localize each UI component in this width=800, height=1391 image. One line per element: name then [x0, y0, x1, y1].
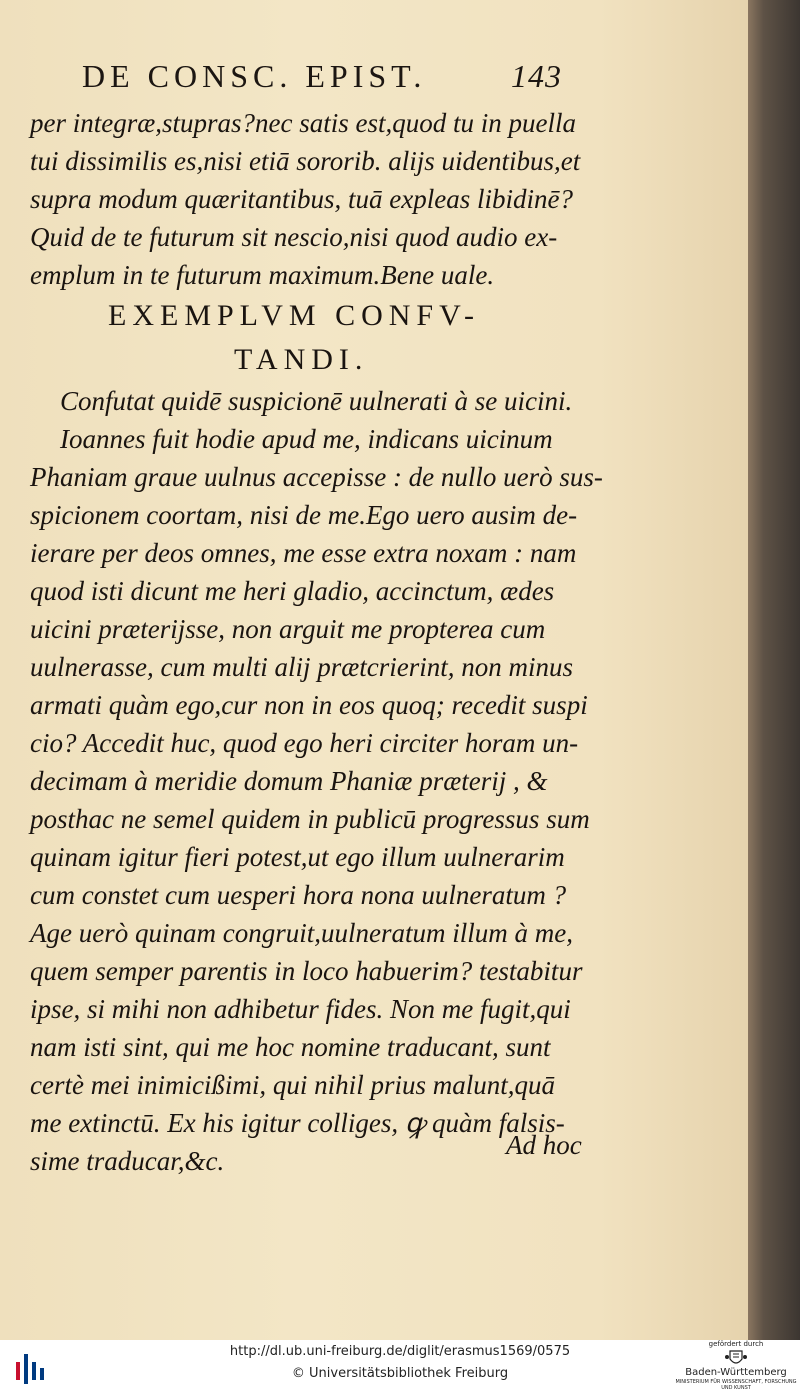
- text-line: uulnerasse, cum multi alij prætcrierint, non minus: [30, 652, 573, 682]
- section-heading-line1: EXEMPLVM CONFV-: [108, 299, 481, 332]
- text-line: tui dissimilis es,nisi etiā sororib. alijs uidentibus,et: [30, 146, 581, 176]
- page-number: 143: [511, 58, 562, 94]
- funder-name: Baden-Württemberg: [685, 1367, 787, 1378]
- text-line: spicionem coortam, nisi de me.Ego uero ausim de-: [30, 500, 578, 530]
- catchword: Ad hoc: [506, 1130, 582, 1160]
- text-line: Confutat quidē suspicionē uulnerati à se uicini.: [60, 386, 573, 416]
- state-crest-icon: [724, 1349, 748, 1367]
- text-line: sime traducar,&c.: [30, 1146, 225, 1176]
- text-line: supra modum quæritantibus, tuā expleas libidinē?: [30, 184, 573, 214]
- page-header: [82, 58, 562, 104]
- funder-block: [672, 1340, 800, 1391]
- text-line: Ioannes fuit hodie apud me, indicans uicinum: [60, 424, 553, 454]
- permalink-url[interactable]: http://dl.ub.uni-freiburg.de/diglit/erasmus1569/0575: [229, 1344, 571, 1359]
- text-line: per integræ,stupras?nec satis est,quod tu in puella: [30, 108, 576, 138]
- text-line: Quid de te futurum sit nescio,nisi quod audio ex-: [30, 222, 558, 252]
- text-line: nam isti sint, qui me hoc nomine traducant, sunt: [30, 1032, 551, 1062]
- section-heading-line2: TANDI.: [234, 343, 369, 376]
- text-line: quod isti dicunt me heri gladio, accinctum, ædes: [30, 576, 555, 606]
- page-edge-shadow: [748, 0, 800, 1340]
- text-line: emplum in te futurum maximum.Bene uale.: [30, 260, 495, 290]
- text-line: certè mei inimicißimi, qui nihil prius malunt,quā: [30, 1070, 555, 1100]
- text-line: posthac ne semel quidem in publicū progressus sum: [30, 804, 590, 834]
- funder-label: gefördert durch: [708, 1340, 764, 1348]
- text-line: me extinctū. Ex his igitur colliges, ꝙ quàm falsis-: [30, 1108, 565, 1138]
- text-line: ierare per deos omnes, me esse extra noxam : nam: [30, 538, 577, 568]
- text-line: armati quàm ego,cur non in eos quoq; recedit suspi: [30, 690, 588, 720]
- text-line: cum constet cum uesperi hora nona uulneratum ?: [30, 880, 567, 910]
- viewer-footer: [0, 1340, 800, 1391]
- text-line: ipse, si mihi non adhibetur fides. Non me fugit,qui: [30, 994, 571, 1024]
- text-line: Age uerò quinam congruit,uulneratum illum à me,: [30, 918, 573, 948]
- copyright-text: © Universitätsbibliothek Freiburg: [291, 1366, 509, 1381]
- text-line: decimam à meridie domum Phaniæ præterij , &: [30, 766, 548, 796]
- running-title: DE CONSC. EPIST.: [82, 58, 427, 94]
- text-line: uicini præterijsse, non arguit me propterea cum: [30, 614, 546, 644]
- text-line: Phaniam graue uulnus accepisse : de nullo uerò sus-: [30, 462, 603, 492]
- text-line: quem semper parentis in loco habuerim? testabitur: [30, 956, 583, 986]
- text-line: cio? Accedit huc, quod ego heri circiter horam un-: [30, 728, 579, 758]
- funder-ministry: MINISTERIUM FÜR WISSENSCHAFT, FORSCHUNG UND KUNST: [675, 1379, 797, 1391]
- text-line: quinam igitur fieri potest,ut ego illum uulnerarim: [30, 842, 565, 872]
- text-body: [30, 104, 603, 1180]
